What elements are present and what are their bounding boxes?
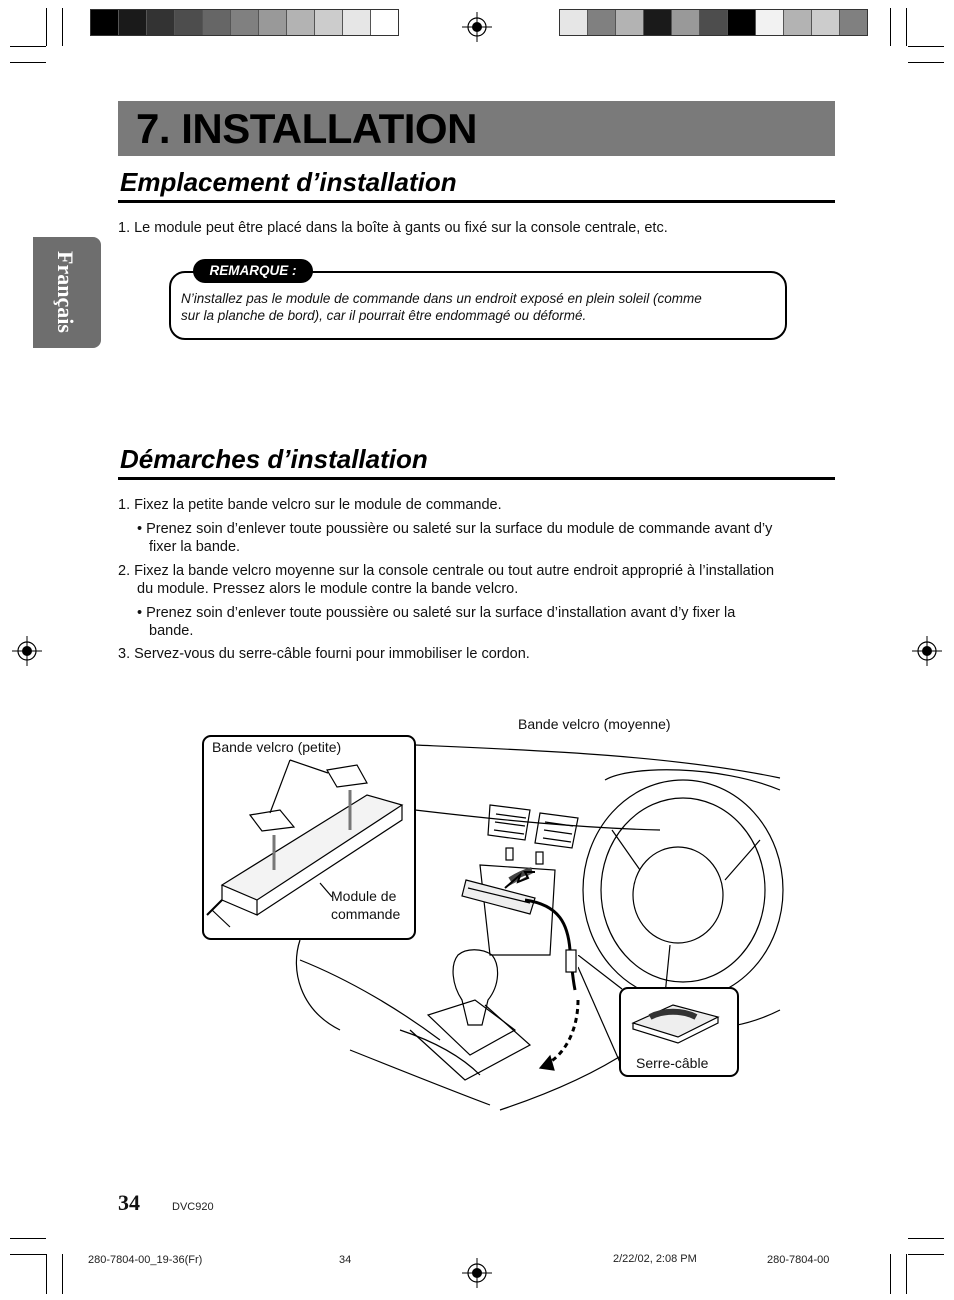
color-swatch — [616, 10, 644, 35]
step-2: 2. Fixez la bande velcro moyenne sur la console centrale ou tout autre endroit approprié à l’installation — [118, 563, 775, 579]
color-bar-left — [90, 9, 399, 36]
note-text-line: sur la planche de bord), car il pourrait être endommagé ou déformé. — [181, 308, 587, 323]
step-1-bullet: • Prenez soin d’enlever toute poussière ou saleté sur la surface du module de commande avant d’y — [137, 521, 773, 537]
slug-page: 34 — [339, 1254, 352, 1266]
note-text — [181, 290, 777, 324]
color-swatch — [588, 10, 616, 35]
section-heading-location: Emplacement d’installation — [120, 167, 457, 197]
language-tab-label: Français — [53, 251, 78, 333]
step-2-cont: du module. Pressez alors le module contre la bande velcro. — [137, 581, 519, 597]
print-date: 2/22/02, 2:08 PM — [613, 1253, 697, 1265]
color-swatch — [259, 10, 287, 35]
page-title-bar — [118, 101, 835, 156]
registration-mark-right — [912, 636, 942, 666]
color-swatch — [287, 10, 315, 35]
center-console — [462, 865, 576, 990]
label-cable-tie: Serre-câble — [636, 1055, 709, 1071]
color-swatch — [644, 10, 672, 35]
model-name: DVC920 — [172, 1201, 214, 1213]
color-swatch — [343, 10, 371, 35]
color-swatch — [812, 10, 840, 35]
step-1-bullet-cont: fixer la bande. — [149, 539, 241, 555]
color-swatch — [119, 10, 147, 35]
color-swatch — [784, 10, 812, 35]
step-3: 3. Servez-vous du serre-câble fourni pour immobiliser le cordon. — [118, 646, 530, 662]
language-tab — [33, 237, 101, 348]
color-swatch — [756, 10, 784, 35]
step-1: 1. Fixez la petite bande velcro sur le module de commande. — [118, 497, 502, 513]
page-number: 34 — [118, 1190, 140, 1215]
label-module-cont: commande — [331, 906, 401, 922]
air-vents — [488, 805, 578, 864]
color-swatch — [840, 10, 867, 35]
section-rule — [118, 477, 835, 480]
color-swatch — [203, 10, 231, 35]
doc-number: 280-7804-00 — [767, 1254, 830, 1266]
color-swatch — [728, 10, 756, 35]
registration-mark-top — [462, 12, 492, 42]
file-reference: 280-7804-00_19-36(Fr) — [88, 1254, 203, 1266]
page-title: 7. INSTALLATION — [136, 105, 477, 152]
color-swatch — [91, 10, 119, 35]
color-swatch — [700, 10, 728, 35]
label-module: Module de — [331, 888, 397, 904]
step-2-bullet: • Prenez soin d’enlever toute poussière ou saleté sur la surface d’installation avant d’y fixer la — [137, 605, 736, 621]
color-swatch — [672, 10, 700, 35]
registration-mark-left — [12, 636, 42, 666]
gear-shift — [410, 950, 530, 1080]
section-rule — [118, 200, 835, 203]
note-text-line: N’installez pas le module de commande dans un endroit exposé en plein soleil (comme — [181, 291, 702, 306]
color-swatch — [231, 10, 259, 35]
color-bar-right — [559, 9, 868, 36]
color-swatch — [315, 10, 343, 35]
step-2-bullet-cont: bande. — [149, 623, 194, 639]
color-swatch — [147, 10, 175, 35]
color-swatch — [560, 10, 588, 35]
color-swatch — [175, 10, 203, 35]
section-heading-steps: Démarches d’installation — [120, 444, 428, 474]
label-velcro-small: Bande velcro (petite) — [212, 739, 342, 755]
location-item-1: 1. Le module peut être placé dans la boîte à gants ou fixé sur la console centrale, etc. — [118, 220, 668, 236]
label-velcro-medium: Bande velcro (moyenne) — [518, 716, 671, 732]
registration-mark-bottom — [462, 1258, 492, 1288]
note-label: REMARQUE : — [193, 259, 313, 283]
color-swatch — [371, 10, 398, 35]
